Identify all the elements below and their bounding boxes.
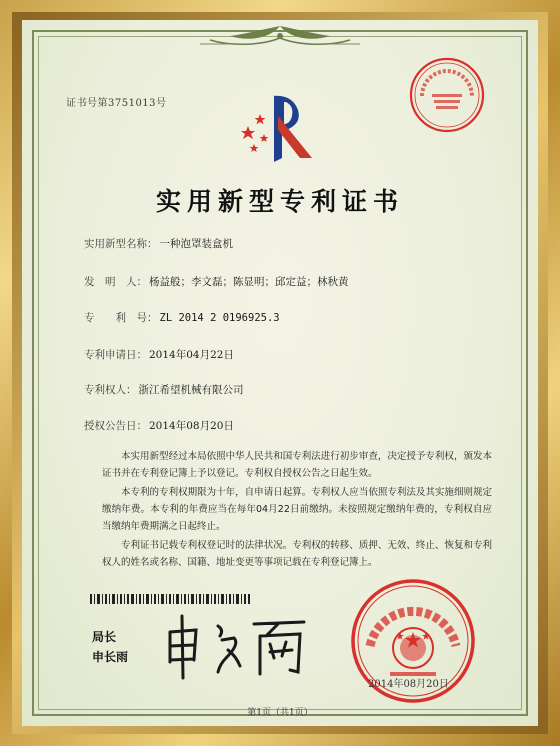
field-label: 专 利 号：: [84, 312, 158, 324]
field-value: 一种泡罩装盒机: [159, 238, 233, 250]
field-label: 专利申请日：: [84, 349, 147, 361]
certificate-body: [102, 448, 492, 573]
seal-date: 2014年08月20日: [368, 679, 449, 690]
certificate-title: 实用新型专利证书: [155, 187, 404, 216]
filing-date-field: [84, 347, 234, 362]
utility-model-name-field: [84, 236, 233, 251]
field-label: 授权公告日：: [84, 420, 147, 432]
barcode-icon: [90, 594, 250, 604]
patent-number-field: [84, 310, 280, 325]
body-paragraph: 本专利的专利权期限为十年，自申请日起算。专利权人应当依照专利法及其实施细则规定缴纳年费。本专利的年费应当在每年04月22日前缴纳。未按照规定缴纳年费的，专利权自应当缴纳年费期满之日起终止。: [102, 487, 492, 532]
cnipa-logo-icon: [234, 86, 334, 166]
patent-office-seal: [408, 56, 486, 134]
field-value: 浙江希望机械有限公司: [138, 384, 244, 396]
patentee-field: [84, 382, 244, 397]
field-value: 2014年08月20日: [149, 420, 234, 432]
field-value: ZL 2014 2 0196925.3: [159, 312, 280, 324]
certificate-number: 证书号第3751013号: [66, 98, 167, 109]
field-label: 实用新型名称：: [84, 238, 158, 250]
director-name: 申长雨: [92, 650, 129, 664]
page-number: 第1页（共1页）: [247, 708, 313, 718]
top-ornament-icon: [200, 24, 360, 48]
field-label: 专利权人：: [84, 384, 137, 396]
director-title: 局长: [92, 630, 117, 644]
body-paragraph: 本实用新型经过本局依照中华人民共和国专利法进行初步审查，决定授予专利权，颁发本证书并在专利登记簿上予以登记。专利权自授权公告之日起生效。: [102, 451, 492, 479]
director-signature: [162, 610, 312, 682]
body-paragraph: 专利证书记载专利权登记时的法律状况。专利权的转移、质押、无效、终止、恢复和专利权人的姓名或名称、国籍、地址变更等事项记载在专利登记簿上。: [102, 540, 492, 568]
field-value: 杨益般；李文磊；陈显明；邱定益；林秋黄: [149, 276, 349, 288]
grant-date-field: [84, 418, 234, 433]
inventor-field: [84, 274, 349, 289]
field-value: 2014年04月22日: [149, 349, 234, 361]
certificate-paper: [22, 20, 538, 726]
field-label: 发 明 人：: [84, 276, 147, 288]
